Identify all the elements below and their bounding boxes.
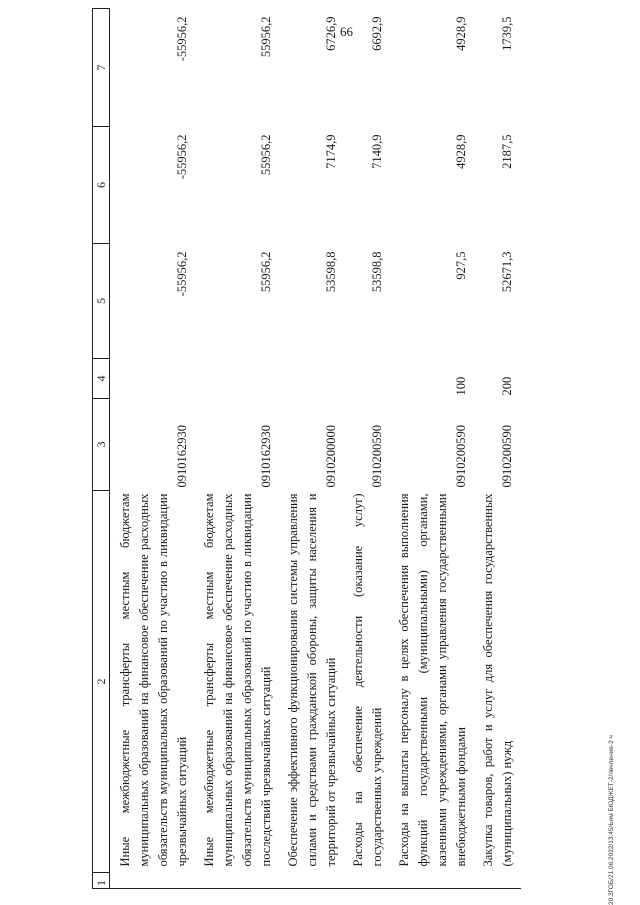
row-spacer-cell — [343, 873, 389, 889]
row-amount-col6: 55956,2 — [259, 134, 273, 176]
column-header-1: 1 — [93, 873, 110, 889]
row-expense-type — [278, 359, 343, 399]
row-target-code: 0910200590 — [370, 425, 384, 488]
row-description: Иные межбюджетные трансферты местным бюджетам муниципальных образований на финансовое обеспечение расходных обязательств муниципальных образований по участию в ликвидации последствий чрезвычайных ситуаций — [202, 493, 273, 867]
row-amount-col6: 7140,9 — [370, 134, 384, 169]
row-amount-col6: 2187,5 — [500, 134, 514, 169]
row-spacer-cell — [278, 873, 343, 889]
table-row — [389, 9, 473, 889]
column-header-5: 5 — [93, 244, 110, 359]
row-amount-col5: 53598,8 — [370, 251, 384, 293]
row-amount-col5: 927,5 — [454, 251, 468, 280]
row-spacer-cell — [389, 873, 473, 889]
budget-table — [92, 8, 521, 889]
page-number: 66 — [340, 24, 353, 39]
row-amount-col5: 52671,3 — [500, 251, 514, 293]
row-amount-col7: 6692,9 — [370, 16, 384, 51]
document-footer-code: 20.3ГОБ/21.06.2022/13:45/Ьим БЮДЖЕТ-2/печление-2 ч — [608, 735, 615, 905]
row-target-code: 0910162930 — [259, 425, 273, 488]
row-target-code: 0910162930 — [175, 425, 189, 488]
row-amount-col6: -55956,2 — [175, 134, 189, 180]
row-description: Расходы на выплаты персоналу в целях обеспечения выполнения функций государственными (муниципальными) органами, казенными учреждениями, органами управления государственными внебюджетными фондами — [397, 493, 468, 867]
row-amount-col7: 1739,5 — [500, 16, 514, 51]
table-row — [194, 9, 278, 889]
table-row — [110, 9, 195, 889]
row-spacer-cell — [473, 873, 521, 889]
row-description: Обеспечение эффективного функционирования системы управления силами и средствами гражданской обороны, защиты населения и территорий от чрезвычайных ситуаций — [286, 493, 338, 867]
table-row — [278, 9, 343, 889]
column-header-3: 3 — [93, 399, 110, 491]
row-amount-col6: 4928,9 — [454, 134, 468, 169]
row-amount-col6: 7174,9 — [324, 134, 338, 169]
row-amount-col7: -55956,2 — [175, 16, 189, 62]
row-description: Иные межбюджетные трансферты местным бюджетам муниципальных образований на финансовое обеспечение расходных обязательств муниципальных образований по участию в ликвидации чрезвычайных ситуаций — [118, 493, 189, 867]
table-header-row — [93, 9, 110, 889]
row-amount-col7: 4928,9 — [454, 16, 468, 51]
row-amount-col5: -55956,2 — [175, 251, 189, 297]
column-header-6: 6 — [93, 127, 110, 244]
row-spacer-cell — [194, 873, 278, 889]
rotated-budget-table-page — [92, 9, 632, 889]
row-amount-col5: 55956,2 — [259, 251, 273, 293]
row-spacer-cell — [110, 873, 195, 889]
row-expense-type — [110, 359, 195, 399]
row-description: Расходы на обеспечение деятельности (оказание услуг) государственных учреждений — [351, 493, 384, 867]
row-expense-type: 100 — [454, 376, 468, 396]
row-amount-col7: 55956,2 — [259, 16, 273, 58]
column-header-4: 4 — [93, 359, 110, 399]
row-expense-type: 200 — [500, 376, 514, 396]
row-target-code: 0910200590 — [500, 425, 514, 488]
column-header-2: 2 — [93, 491, 110, 873]
row-target-code: 0910200000 — [324, 425, 338, 488]
row-description: Закупка товаров, работ и услуг для обеспечения государственных (муниципальных) нужд — [481, 493, 514, 867]
row-amount-col7: 6726,9 — [324, 16, 338, 51]
table-row — [343, 9, 389, 889]
row-expense-type — [194, 359, 278, 399]
column-header-7: 7 — [93, 9, 110, 127]
row-target-code: 0910200590 — [454, 425, 468, 488]
table-row — [473, 9, 521, 889]
row-amount-col5: 53598,8 — [324, 251, 338, 293]
row-expense-type — [343, 359, 389, 399]
